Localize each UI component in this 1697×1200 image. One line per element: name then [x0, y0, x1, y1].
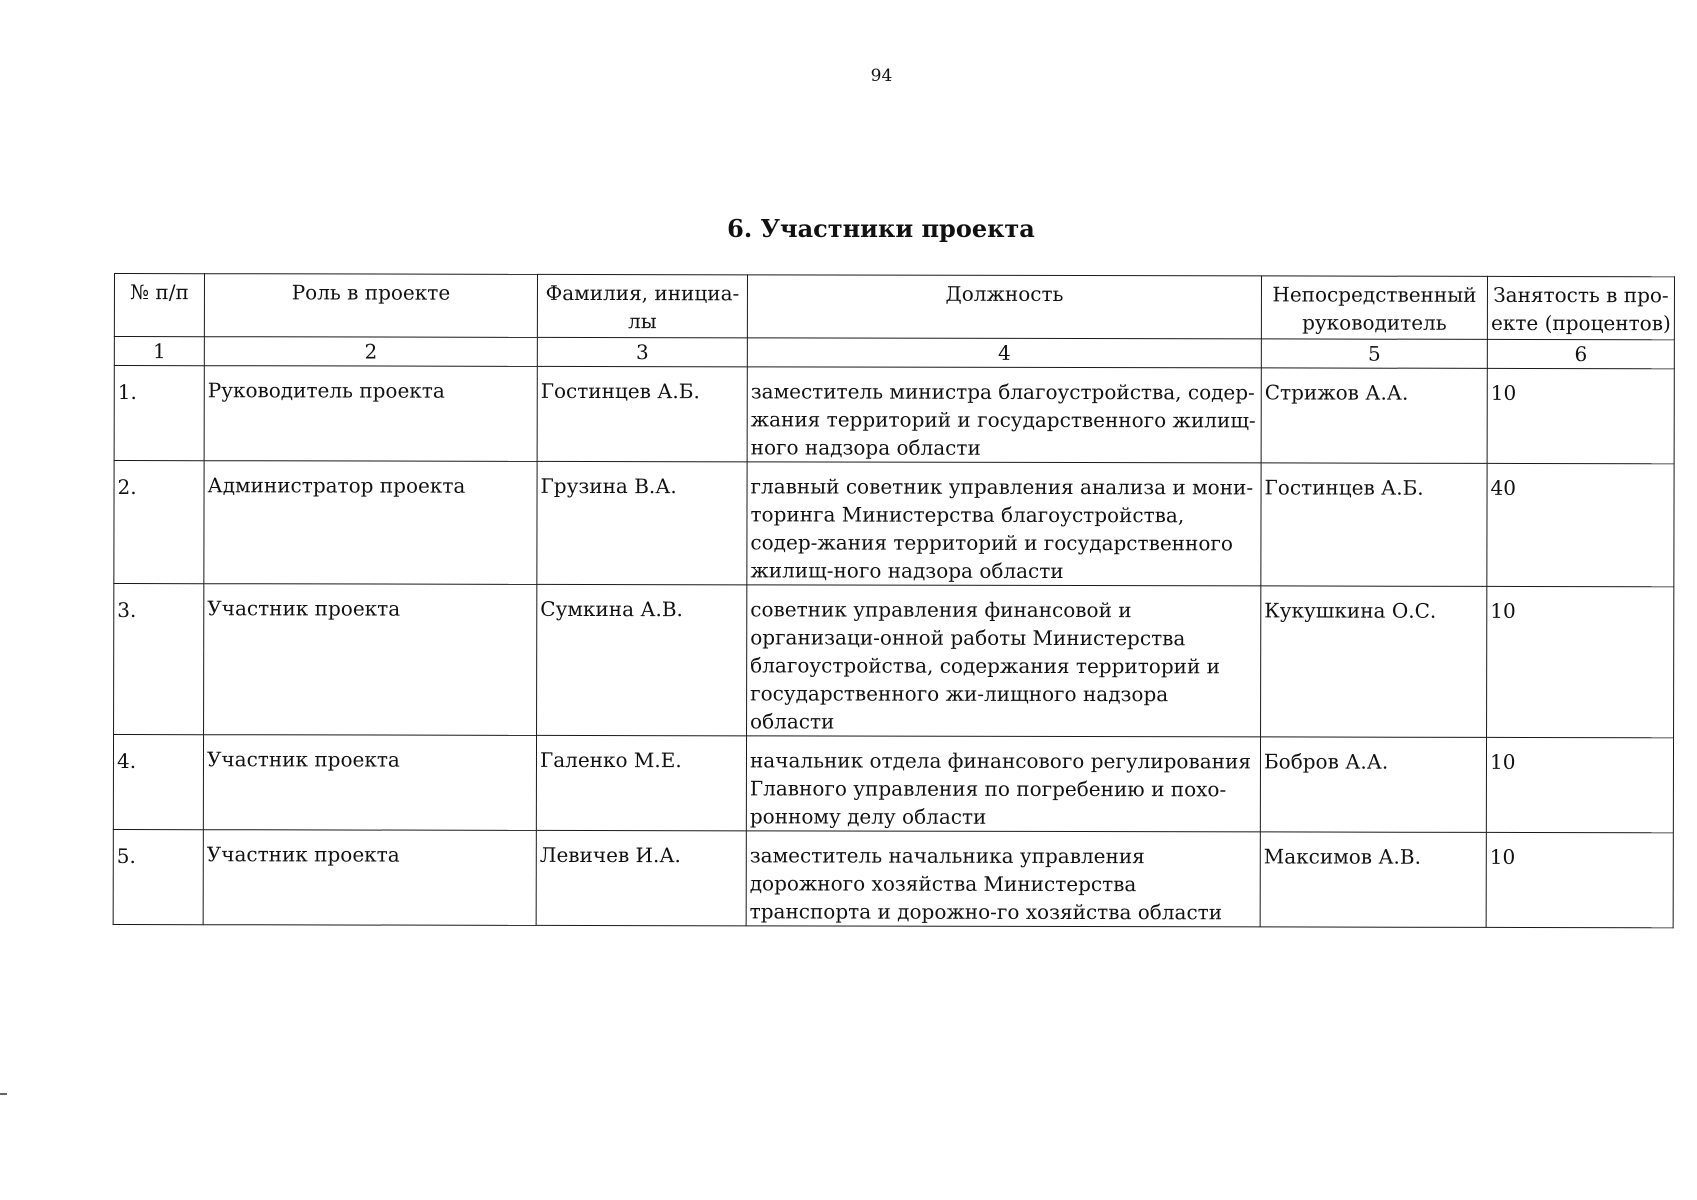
- manager-cell: Максимов А.В.: [1260, 832, 1486, 927]
- column-header-number: № п/п: [114, 274, 204, 337]
- table-row: [114, 584, 1674, 738]
- column-header-position: Должность: [747, 275, 1261, 339]
- position-cell: заместитель министра благоустройства, содер-жания территорий и государственного жилищ-ного надзора области: [747, 367, 1261, 463]
- name-cell: Левичев И.А.: [536, 830, 746, 925]
- name-cell: Сумкина А.В.: [537, 584, 747, 735]
- column-header-manager: Непосредственный руководитель: [1261, 276, 1487, 339]
- position-cell: начальник отдела финансового регулирования Главного управления по погребению и похо-ронному делу области: [746, 736, 1260, 832]
- role-cell: Руководитель проекта: [204, 366, 537, 462]
- role-cell: Участник проекта: [203, 735, 536, 831]
- load-cell: 10: [1487, 368, 1674, 463]
- manager-cell: Кукушкина О.С.: [1261, 586, 1487, 737]
- column-index: 2: [204, 337, 537, 367]
- manager-cell: Гостинцев А.Б.: [1261, 463, 1487, 586]
- name-cell: Гостинцев А.Б.: [537, 366, 747, 461]
- role-cell: Администратор проекта: [204, 461, 537, 585]
- load-cell: 10: [1486, 832, 1673, 927]
- role-cell: Участник проекта: [204, 584, 537, 736]
- column-header-role: Роль в проекте: [204, 274, 537, 338]
- participants-table: [113, 273, 1675, 928]
- manager-cell: Бобров А.А.: [1260, 737, 1486, 832]
- table-row: [114, 366, 1674, 464]
- column-index: 6: [1487, 339, 1674, 368]
- row-number-cell: 1.: [114, 366, 204, 461]
- load-cell: 40: [1487, 463, 1674, 586]
- row-number-cell: 3.: [114, 584, 204, 735]
- position-cell: главный советник управления анализа и мони-торинга Министерства благоустройства, содер-жания территорий и государственного жилищ-ного надзора области: [747, 462, 1261, 586]
- table-row: [113, 735, 1673, 833]
- position-cell: заместитель начальника управления дорожного хозяйства Министерства транспорта и дорожно-го хозяйства области: [746, 831, 1260, 927]
- margin-mark: [0, 1093, 7, 1095]
- name-cell: Галенко М.Е.: [536, 735, 746, 830]
- row-number-cell: 5.: [113, 829, 203, 924]
- column-header-name: Фамилия, инициа-лы: [537, 274, 747, 337]
- column-index: 1: [114, 337, 204, 366]
- table-row: [113, 829, 1673, 927]
- column-index: 5: [1261, 339, 1487, 368]
- role-cell: Участник проекта: [203, 830, 536, 926]
- name-cell: Грузина В.А.: [537, 461, 747, 584]
- load-cell: 10: [1486, 737, 1673, 832]
- table-row: [114, 461, 1674, 587]
- page-number: 94: [870, 66, 893, 86]
- row-number-cell: 2.: [114, 461, 204, 584]
- position-cell: советник управления финансовой и организаци-онной работы Министерства благоустройства, содержания территорий и государственного жи-лищного надзора области: [747, 585, 1261, 737]
- table-header-row: [114, 274, 1674, 340]
- column-index-row: [114, 337, 1674, 369]
- manager-cell: Стрижов А.А.: [1261, 368, 1487, 463]
- section-title: 6. Участники проекта: [727, 214, 1035, 243]
- column-header-load: Занятость в про-екте (процентов): [1487, 276, 1674, 339]
- column-index: 4: [747, 338, 1261, 368]
- row-number-cell: 4.: [113, 735, 203, 830]
- column-index: 3: [537, 337, 747, 366]
- load-cell: 10: [1487, 586, 1674, 737]
